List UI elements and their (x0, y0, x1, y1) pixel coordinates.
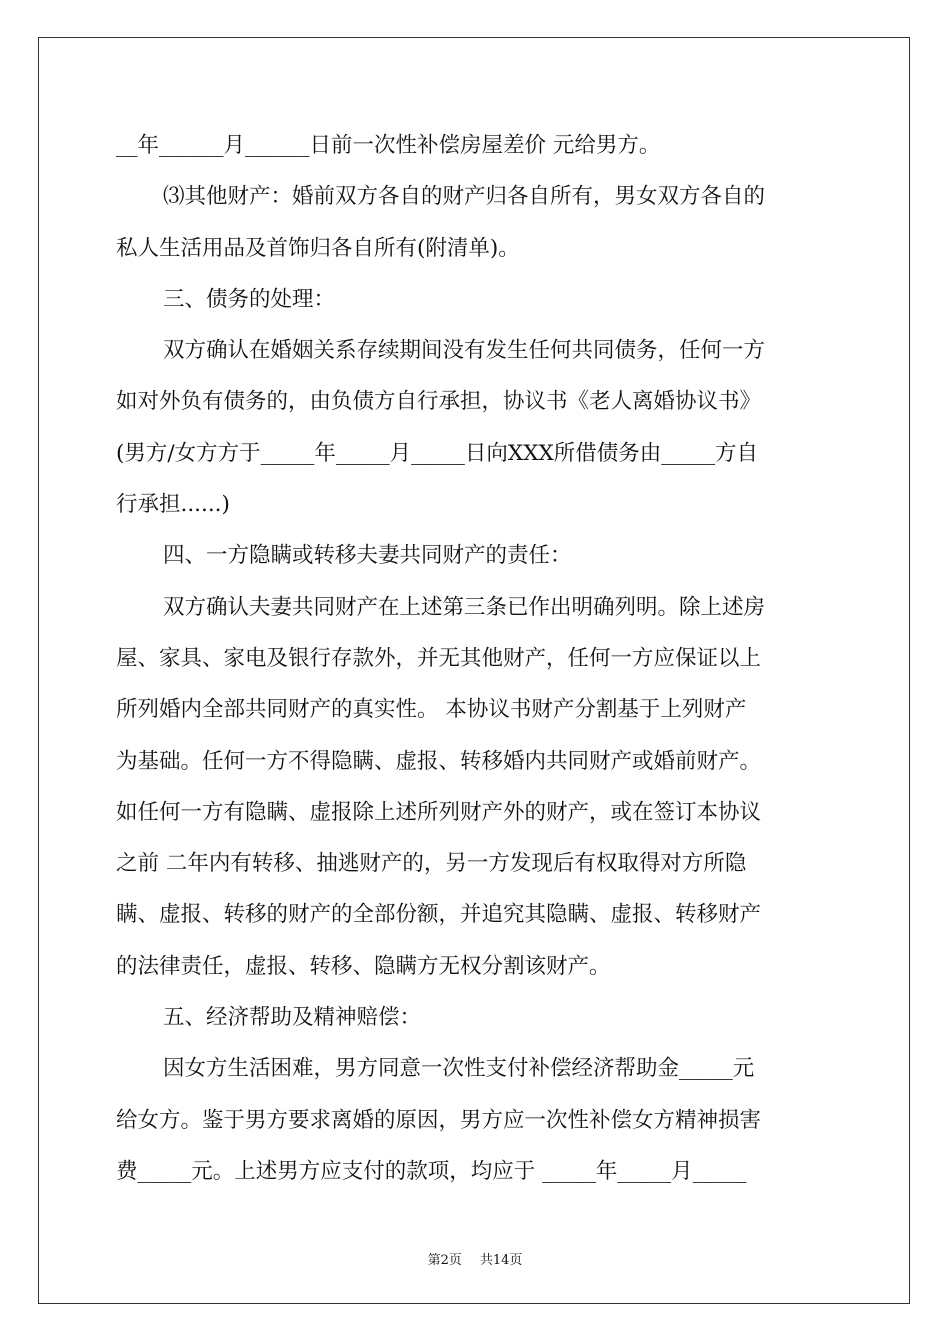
page-total: 共14页 (479, 1253, 523, 1268)
text-line-5: 双方确认在婚姻关系存续期间没有发生任何共同债务，任何一方 (163, 338, 766, 364)
page-footer (0, 1249, 950, 1268)
text-line-3: 私人生活用品及首饰归各自所有(附清单)。 (116, 235, 520, 261)
text-line-12: 所列婚内全部共同财产的真实性。 本协议书财产分割基于上列财产 (116, 697, 747, 723)
text-line-6: 如对外负有债务的，由负债方自行承担，协议书《老人离婚协议书》 (116, 389, 762, 415)
text-line-10: 双方确认夫妻共同财产在上述第三条已作出明确列明。除上述房 (163, 594, 766, 620)
text-line-11: 屋、家具、家电及银行存款外，并无其他财产，任何一方应保证以上 (116, 645, 762, 671)
page-number: 第2页 (427, 1253, 462, 1268)
text-line-7: (男方/女方方于_____年_____月_____日向XXX所借债务由_____方自 (116, 440, 759, 466)
text-line-19: 因女方生活困难，男方同意一次性支付补偿经济帮助金_____元 (163, 1056, 755, 1082)
text-line-20: 给女方。鉴于男方要求离婚的原因，男方应一次性补偿女方精神损害 (116, 1107, 762, 1133)
text-line-8: 行承担......) (116, 492, 230, 518)
text-line-1: __年______月______日前一次性补偿房屋差价 元给男方。 (116, 133, 661, 158)
section-heading-concealment: 四、一方隐瞒或转移夫妻共同财产的责任： (163, 543, 572, 569)
section-heading-debts: 三、债务的处理： (163, 286, 336, 312)
text-line-14: 如任何一方有隐瞒、虚报除上述所列财产外的财产，或在签订本协议 (116, 799, 762, 825)
text-line-13: 为基础。任何一方不得隐瞒、虚报、转移婚内共同财产或婚前财产。 (116, 748, 762, 774)
text-line-17: 的法律责任，虚报、转移、隐瞒方无权分割该财产。 (116, 953, 611, 979)
document-body (116, 120, 834, 1197)
text-line-21: 费_____元。上述男方应支付的款项，均应于 _____年_____月_____ (116, 1158, 747, 1184)
text-line-2: ⑶其他财产：婚前双方各自的财产归各自所有，男女双方各自的 (163, 184, 766, 210)
text-line-15: 之前 二年内有转移、抽逃财产的，另一方发现后有权取得对方所隐 (116, 851, 747, 877)
text-line-16: 瞒、虚报、转移的财产的全部份额，并追究其隐瞒、虚报、转移财产 (116, 902, 762, 928)
section-heading-compensation: 五、经济帮助及精神赔偿： (163, 1005, 422, 1031)
